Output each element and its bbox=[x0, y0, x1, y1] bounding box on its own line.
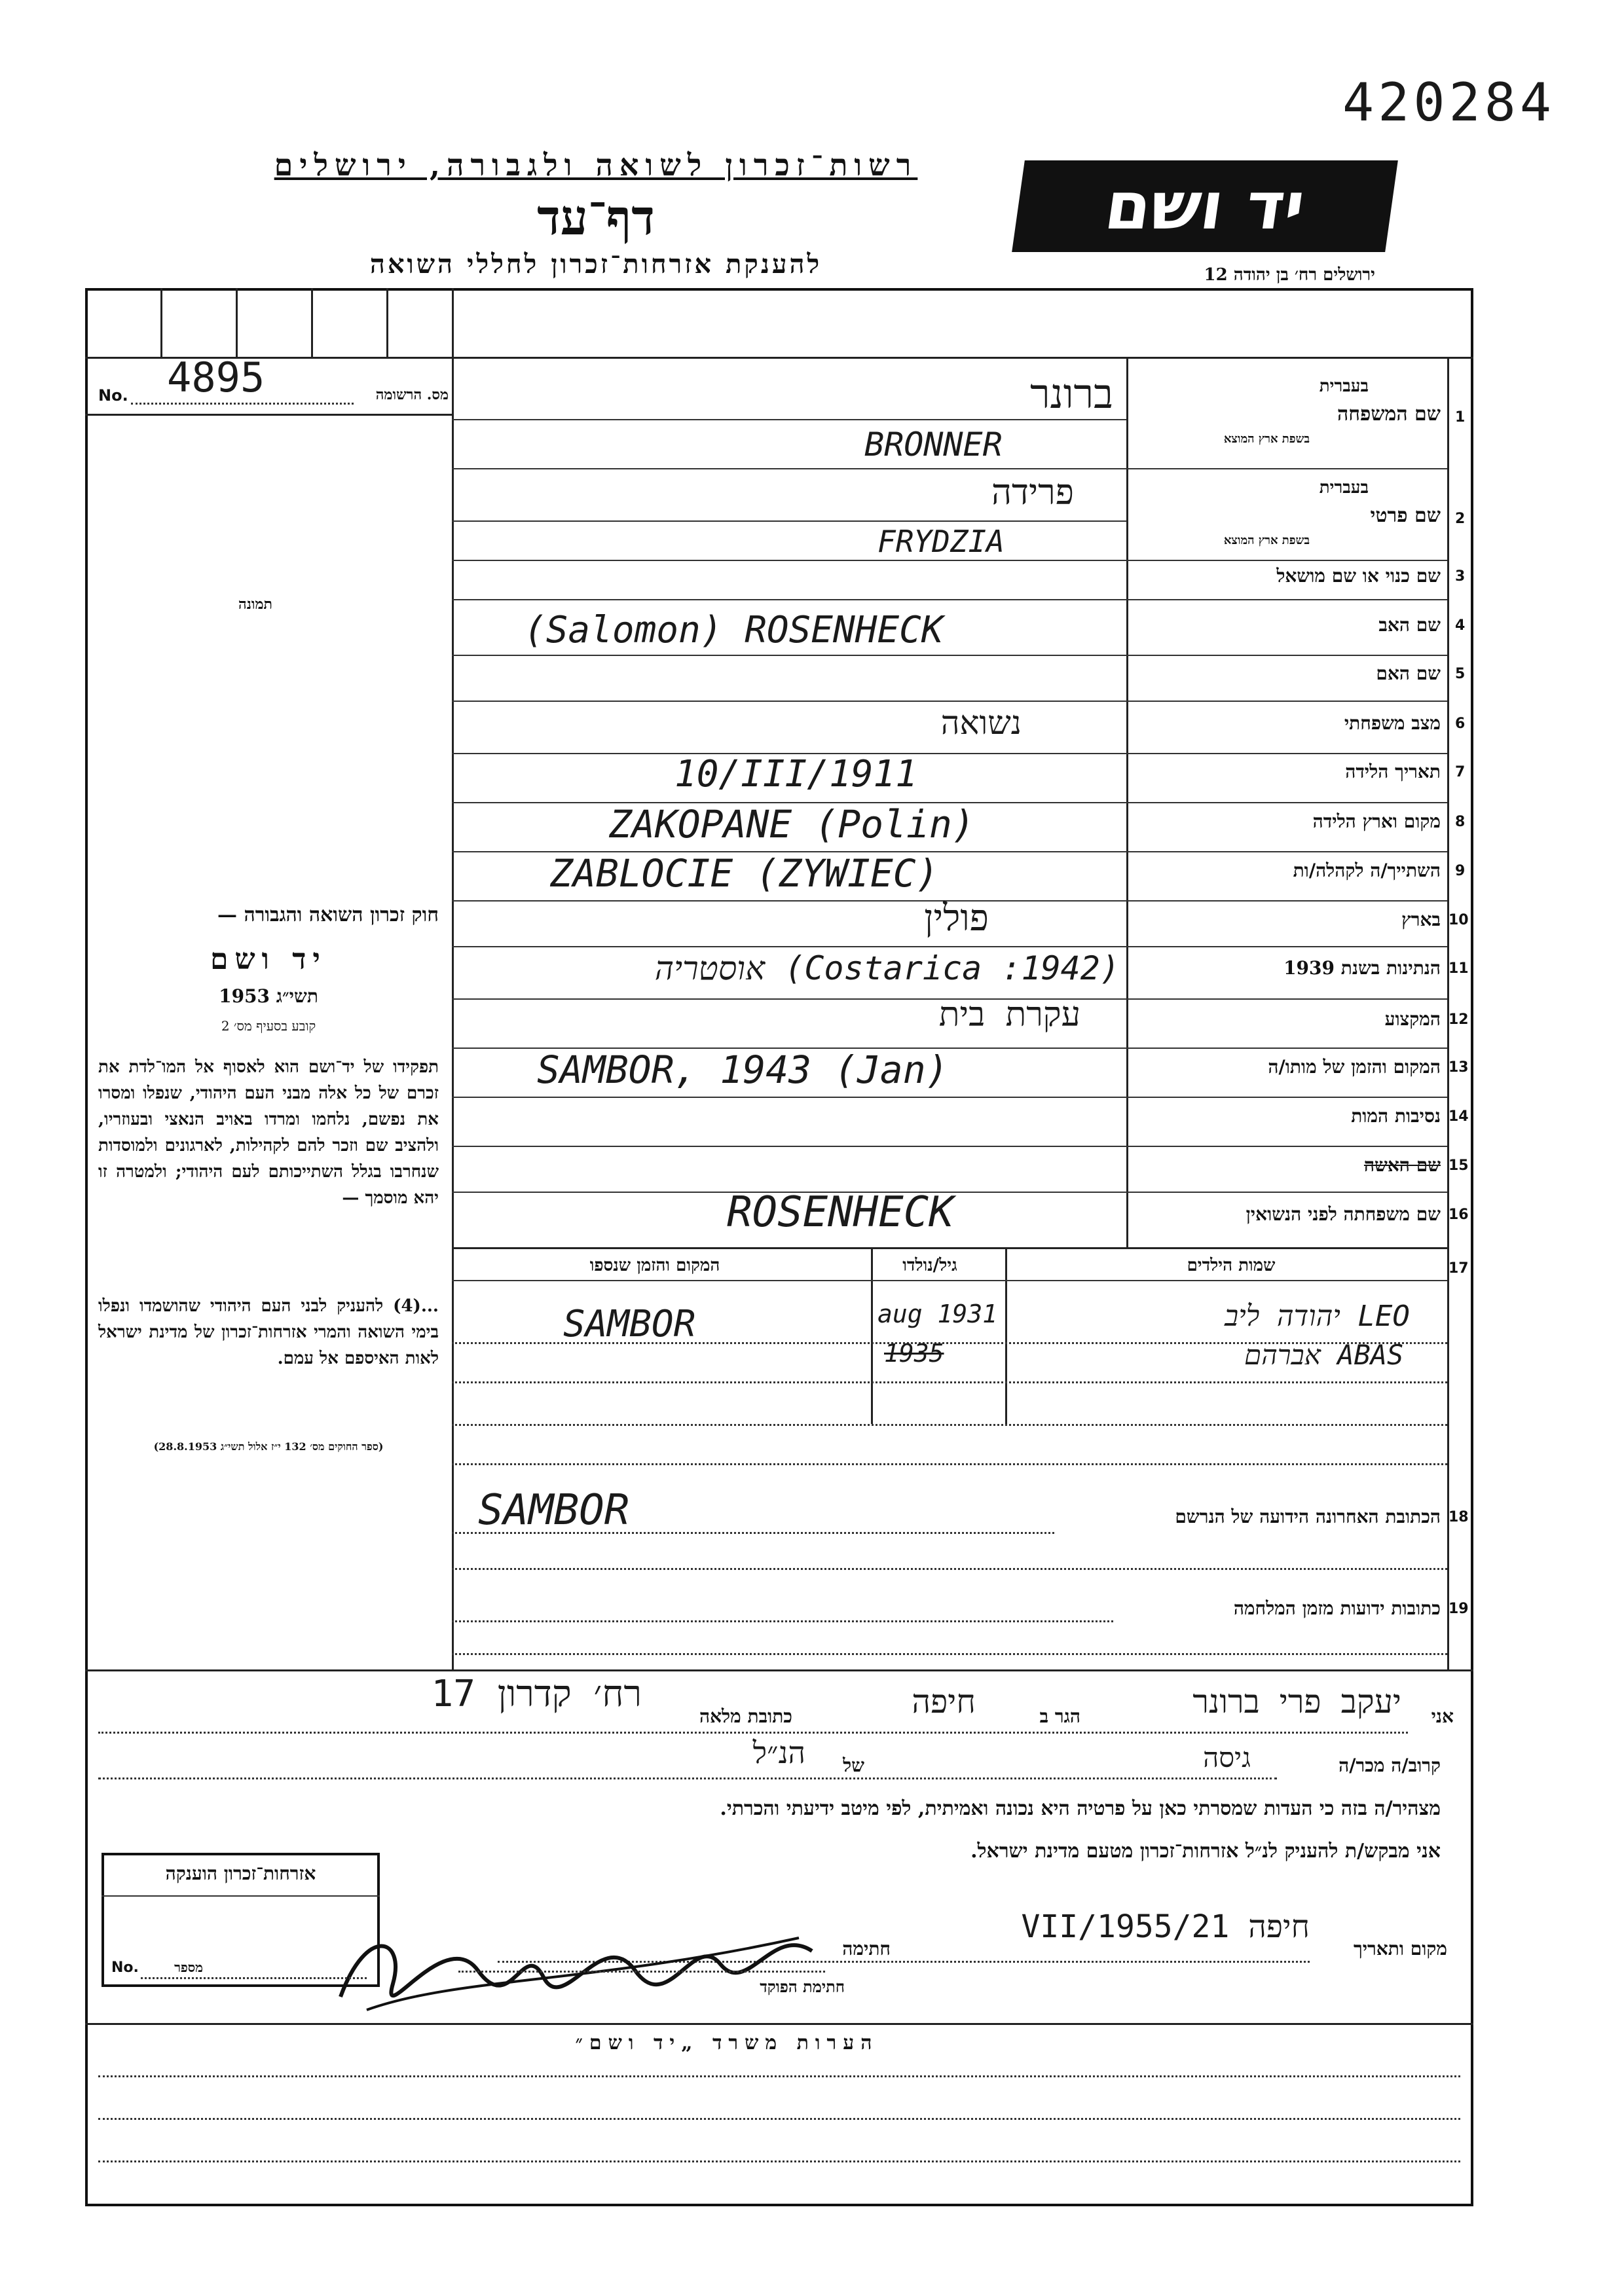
citizenship-number-label: מספר bbox=[174, 1959, 203, 1975]
strip-divider bbox=[386, 288, 388, 357]
children-col-divider bbox=[1005, 1247, 1007, 1424]
field-3-num: 3 bbox=[1455, 568, 1466, 585]
declaration-ani: אני bbox=[1431, 1705, 1454, 1727]
officer-signature-line bbox=[458, 1971, 825, 1973]
field-18-value: SAMBOR bbox=[478, 1486, 630, 1535]
declaration-line bbox=[98, 1732, 1408, 1734]
field-14-label: נסיבות המות bbox=[1351, 1105, 1441, 1127]
field-6-label: מצב משפחתי bbox=[1344, 712, 1441, 734]
field-7-value: 10/III/1911 bbox=[674, 753, 917, 795]
field-16-value: ROSENHECK bbox=[727, 1188, 954, 1237]
field-2-sub-hebrew: בעברית bbox=[1319, 478, 1369, 498]
form-subtitle: להענקת אזרחות־זכרון לחללי השואה bbox=[369, 249, 822, 280]
citizenship-box-divider bbox=[101, 1895, 380, 1897]
field-11-value: (1942: Costarica) אוסטריה bbox=[654, 949, 1120, 987]
field-1-sub-hebrew: בעברית bbox=[1319, 376, 1369, 396]
law-text-1: תפקידו של יד־ושם הוא לאסוף אל המו־לדת את זכרם של כל אלה מבני העם היהודי, שנפלו ומסרו את נפשם, נלחמו ומרדו באויב הנאצי ובעוזריו, ולהציב שם וזכר להם לקהילות, לארגונים ולמוסדות שנחרבו בגלל השתייכותם לעם היהודי; ולמטרה זו יהא מוסמך — bbox=[98, 1057, 439, 1208]
registration-no-label: No. bbox=[98, 386, 128, 405]
field-11-num: 11 bbox=[1449, 960, 1469, 977]
row-line bbox=[452, 1381, 1447, 1383]
row-line bbox=[452, 701, 1447, 702]
field-8-num: 8 bbox=[1455, 814, 1466, 830]
declaration-statement-1: מצהיר/ה בזה כי העדות שמסרתי כאן על פרטיה היא נכונה ואמיתית, לפי מיטב ידיעתי והכרתי. bbox=[720, 1797, 1441, 1820]
citizenship-no-label: No. bbox=[111, 1959, 139, 1976]
registration-number: 4895 bbox=[167, 354, 265, 401]
of-value: הנ״ל bbox=[752, 1735, 805, 1770]
field-19-label: כתובות ידועות מזמן המלחמה bbox=[1233, 1597, 1441, 1619]
archive-number: 420284 bbox=[1342, 72, 1555, 133]
field-19-num: 19 bbox=[1449, 1601, 1469, 1617]
citizenship-number-line bbox=[141, 1977, 367, 1979]
field-8-value: ZAKOPANE (Polin) bbox=[609, 802, 975, 847]
law-text-2: ...(4) להעניק לבני העם היהודי שהושמדו ונפלו בימי השואה והמרי אזרחות־זכרון של מדינת ישראל לאות האיספם אל עמם. bbox=[98, 1296, 439, 1368]
field-4-num: 4 bbox=[1455, 617, 1466, 634]
field-2-num: 2 bbox=[1455, 511, 1466, 527]
field-9-value: ZABLOCIE (ZYWIEC) bbox=[550, 851, 939, 896]
children-col-divider bbox=[871, 1247, 873, 1424]
field-2-label: שם פרטי bbox=[1370, 504, 1441, 527]
registration-underline bbox=[85, 414, 452, 416]
row-line bbox=[452, 1653, 1447, 1655]
field-18-num: 18 bbox=[1449, 1509, 1469, 1525]
row-line bbox=[452, 1463, 1447, 1465]
children-header-place: המקום והזמן שנספו bbox=[589, 1256, 720, 1275]
field-8-label: מקום וארץ הלידה bbox=[1312, 811, 1441, 832]
field-12-label: המקצוע bbox=[1384, 1008, 1441, 1030]
row-line bbox=[452, 560, 1447, 561]
law-reference: (ספר החוקים מס׳ 132 י״ז אלול תשי״ג 28.8.1953) bbox=[153, 1440, 384, 1453]
children-header-names: שמות הילדים bbox=[1187, 1256, 1276, 1275]
signature-label: חתימה bbox=[842, 1938, 891, 1959]
field-3-label: שם כנוי או שם מושאל bbox=[1276, 565, 1441, 587]
row-line bbox=[452, 655, 1447, 656]
relation-value: גיסה bbox=[1203, 1741, 1251, 1774]
child-1-place: SAMBOR bbox=[563, 1303, 696, 1345]
form-title: דף־עד bbox=[537, 190, 655, 246]
field-17-num: 17 bbox=[1449, 1260, 1469, 1277]
field-2-sub-origin: בשפת ארץ המוצא bbox=[1223, 534, 1310, 547]
children-header-age: גיל/נולדו bbox=[902, 1256, 957, 1275]
strip-divider bbox=[236, 288, 238, 357]
field-6-value: נשואה bbox=[940, 704, 1022, 742]
row-line bbox=[452, 1247, 1447, 1249]
field-5-label: שם האם bbox=[1376, 663, 1441, 684]
child-2-name: אברהם ABAS bbox=[1244, 1339, 1404, 1371]
field-10-value: פולין bbox=[924, 897, 989, 939]
field-1-label: שם המשפחה bbox=[1337, 403, 1441, 426]
logo-address: ירושלים רח׳ בן יהודה 12 bbox=[1204, 265, 1375, 285]
photo-label: תמונה bbox=[238, 596, 272, 613]
field-9-num: 9 bbox=[1455, 863, 1466, 879]
yad-vashem-logo bbox=[1012, 160, 1398, 252]
resident-label: הגר ב bbox=[1039, 1705, 1080, 1727]
registration-line bbox=[131, 403, 354, 405]
child-1-age: aug 1931 bbox=[877, 1300, 998, 1328]
field-16-num: 16 bbox=[1449, 1207, 1469, 1223]
row-line bbox=[452, 520, 1126, 522]
law-title: חוק זכרון השואה והגבורה — bbox=[217, 903, 439, 926]
office-notes-line bbox=[98, 2160, 1460, 2162]
logo-text: יד ושם bbox=[1100, 168, 1310, 244]
field-10-num: 10 bbox=[1449, 912, 1469, 928]
field-15-label: שם האשה bbox=[1363, 1154, 1441, 1176]
field-10-label: בארץ bbox=[1401, 909, 1441, 930]
relative-label: קרוב/ה מכר/ה bbox=[1338, 1755, 1441, 1776]
field-1-sub-origin: בשפת ארץ המוצא bbox=[1223, 432, 1310, 446]
field-16-label: שם משפחתה לפני הנשואין bbox=[1246, 1203, 1441, 1225]
row-line bbox=[452, 1532, 1054, 1534]
field-6-num: 6 bbox=[1455, 716, 1466, 732]
row-line bbox=[452, 468, 1447, 469]
row-line bbox=[452, 419, 1126, 420]
field-13-label: המקום והזמן של מותו/ה bbox=[1268, 1056, 1441, 1078]
office-notes-line bbox=[98, 2075, 1460, 2077]
row-line bbox=[452, 1568, 1447, 1570]
declarant-name: יעקב פרי ברונר bbox=[1192, 1683, 1401, 1721]
authority-title: רשות־זכרון לשואה ולגבורה, ירושלים bbox=[274, 147, 918, 183]
office-notes-title: הערות משרד „יד ושם״ bbox=[575, 2032, 879, 2054]
row-line bbox=[452, 1280, 1447, 1281]
declarant-city: חיפה bbox=[912, 1683, 976, 1721]
citizenship-box-title: אזרחות־זכרון הוענקה bbox=[165, 1863, 316, 1884]
left-column-divider bbox=[452, 288, 454, 1669]
field-1-value: BRONNER bbox=[864, 426, 1003, 464]
law-name: יד ושם bbox=[210, 943, 327, 976]
field-1-value-hebrew: ברונר bbox=[1030, 370, 1113, 418]
top-strip-line bbox=[85, 357, 1473, 359]
law-clause: קובע בסעיף מס׳ 2 bbox=[221, 1018, 316, 1034]
field-15-num: 15 bbox=[1449, 1157, 1469, 1174]
child-1-name: יהודה ליב LEO bbox=[1225, 1300, 1410, 1333]
row-line bbox=[452, 1097, 1447, 1098]
office-notes-line bbox=[98, 2118, 1460, 2120]
registration-label: מס. הרשומה bbox=[375, 386, 449, 403]
field-13-value: SAMBOR, 1943 (Jan) bbox=[537, 1048, 949, 1092]
law-year: תשי״ג 1953 bbox=[219, 985, 318, 1007]
field-4-label: שם האב bbox=[1378, 614, 1441, 636]
row-line bbox=[452, 753, 1447, 754]
declaration-statement-2: אני מבקש/ת להעניק לנ״ל אזרחות־זכרון מטעם מדינת ישראל. bbox=[970, 1840, 1441, 1863]
row-line bbox=[452, 1424, 1447, 1426]
field-5-num: 5 bbox=[1455, 666, 1466, 682]
row-line bbox=[452, 599, 1447, 600]
of-label: של bbox=[843, 1755, 864, 1776]
full-address-label: כתובת מלאה bbox=[699, 1705, 792, 1727]
field-2-value: FRYDZIA bbox=[877, 524, 1005, 559]
strip-divider bbox=[160, 288, 162, 357]
officer-signature-label: חתימת הפוקד bbox=[760, 1977, 845, 1996]
strip-divider bbox=[311, 288, 313, 357]
field-2-value-hebrew: פרידה bbox=[991, 471, 1074, 513]
field-1-num: 1 bbox=[1455, 409, 1466, 426]
child-2-age: 1935 bbox=[884, 1339, 944, 1368]
field-12-value: עקרת בית bbox=[938, 995, 1080, 1034]
place-date-label: מקום ותאריך bbox=[1353, 1938, 1447, 1959]
row-line bbox=[452, 1146, 1447, 1147]
full-address: רח׳ קדרון 17 bbox=[431, 1673, 642, 1715]
place-date: חיפה 21/VII/1955 bbox=[1021, 1908, 1310, 1945]
field-11-label: הנתינות בשנת 1939 bbox=[1283, 957, 1441, 979]
field-18-label: הכתובת האחרונה הידועה של הנרשם bbox=[1175, 1506, 1441, 1527]
office-notes-divider bbox=[85, 2023, 1473, 2025]
field-12-num: 12 bbox=[1449, 1011, 1469, 1028]
field-7-num: 7 bbox=[1455, 764, 1466, 780]
field-13-num: 13 bbox=[1449, 1059, 1469, 1076]
row-line bbox=[452, 1620, 1113, 1622]
row-line bbox=[452, 946, 1447, 947]
declaration-line bbox=[98, 1777, 1277, 1779]
declaration-divider bbox=[85, 1669, 1473, 1671]
field-9-label: השתייך/ה לקהלה/ות bbox=[1293, 860, 1441, 881]
field-4-value: (Salomon) ROSENHECK bbox=[524, 609, 944, 651]
field-14-num: 14 bbox=[1449, 1108, 1469, 1125]
field-7-label: תאריך הלידה bbox=[1345, 761, 1441, 782]
declarant-signature bbox=[327, 1899, 825, 2030]
